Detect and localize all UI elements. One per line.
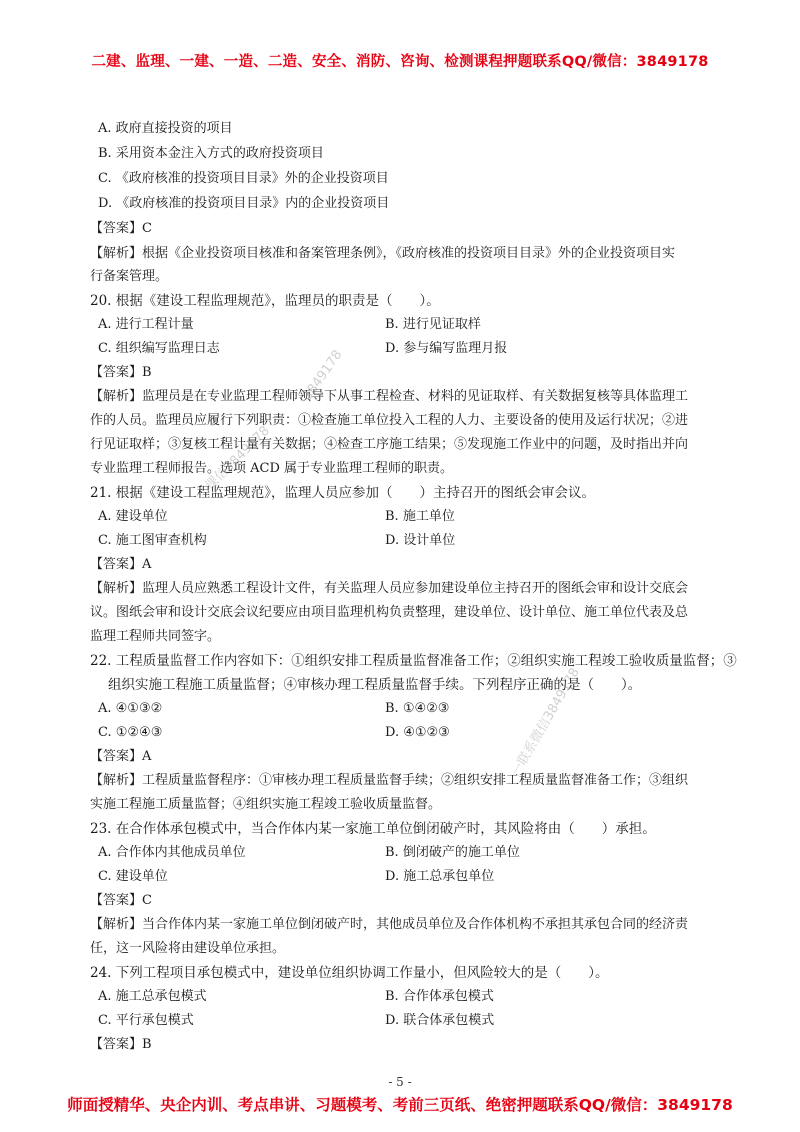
page-number: - 5 - [388,1075,412,1089]
bottom-banner: 师面授精华、央企内训、考点串讲、习题模考、考前三页纸、绝密押题联系QQ/微信：3849178 [67,1096,733,1114]
analysis-line: 实施工程施工质量监督；④组织实施工程竣工验收质量监督。 [90,797,442,812]
option: A. 合作体内其他成员单位 [98,845,246,860]
option: D. 参与编写监理月报 [385,341,508,356]
analysis-line: 行备案管理。 [90,269,169,284]
option: B. 施工单位 [385,509,455,524]
watermark: 一联系微信3849178 [508,665,583,780]
answer: 【答案】C [90,893,152,908]
answer: 【答案】B [90,1037,152,1052]
question-stem: 23. 在合作体承包模式中，当合作体内某一家施工单位倒闭破产时，其风险将由（ ）承担。 [90,821,656,837]
option: C. 《政府核准的投资项目目录》外的企业投资项目 [98,171,389,186]
option: C. 建设单位 [98,869,168,884]
answer: 【答案】C [90,221,152,236]
analysis-line: 议。图纸会审和设计交底会议纪要应由项目监理机构负责整理，建设单位、设计单位、施工单位代表及总 [90,605,689,620]
question-stem: 组织实施工程施工质量监督；④审核办理工程质量监督手续。下列程序正确的是（ ）。 [108,677,642,693]
option: B. 倒闭破产的施工单位 [385,845,520,860]
option: B. 合作体承包模式 [385,989,494,1004]
option: D. ④①②③ [385,725,450,740]
option: A. 施工总承包模式 [98,989,207,1004]
analysis-line: 【解析】监理人员应熟悉工程设计文件，有关监理人员应参加建设单位主持召开的图纸会审和设计交底会 [90,581,689,596]
option: D. 联合体承包模式 [385,1013,495,1028]
option: C. 平行承包模式 [98,1013,194,1028]
option: B. ①④②③ [385,701,450,716]
question-stem: 21. 根据《建设工程监理规范》，监理人员应参加（ ）主持召开的图纸会审会议。 [90,485,596,501]
option: A. 建设单位 [98,509,168,524]
answer: 【答案】A [90,557,152,572]
option: C. 施工图审查机构 [98,533,207,548]
option: C. 组织编写监理日志 [98,341,220,356]
analysis-line: 监理工程师共同签字。 [90,629,221,644]
question-stem: 22. 工程质量监督工作内容如下：①组织安排工程质量监督准备工作；②组织实施工程竣工验收质量监督；③ [90,653,737,669]
answer: 【答案】A [90,749,152,764]
option: A. 政府直接投资的项目 [98,121,233,136]
analysis-line: 作的人员。监理员应履行下列职责：①检查施工单位投入工程的人力、主要设备的使用及运行状况；②进 [90,413,689,428]
analysis-line: 专业监理工程师报告。选项 ACD 属于专业监理工程师的职责。 [90,461,454,476]
analysis-line: 任，这一风险将由建设单位承担。 [90,941,286,956]
analysis-line: 【解析】工程质量监督程序：①审核办理工程质量监督手续；②组织安排工程质量监督准备工作；③组织 [90,773,689,788]
question-stem: 24. 下列工程项目承包模式中，建设单位组织协调工作量小，但风险较大的是（ ）。 [90,965,609,981]
analysis-line: 行见证取样；③复核工程计量有关数据；④检查工序施工结果；⑤发现施工作业中的问题，及时指出并向 [90,437,689,452]
option: A. ④①③② [98,701,163,716]
answer: 【答案】B [90,365,152,380]
option: B. 采用资本金注入方式的政府投资项目 [98,146,324,161]
top-banner: 二建、监理、一建、一造、二造、安全、消防、咨询、检测课程押题联系QQ/微信：3849178 [91,54,709,70]
analysis-line: 【解析】监理员是在专业监理工程师领导下从事工程检查、材料的见证取样、有关数据复核等具体监理工 [90,389,689,404]
analysis-line: 【解析】当合作体内某一家施工单位倒闭破产时，其他成员单位及合作体机构不承担其承包合同的经济责 [90,917,689,932]
watermark: 3849178 [300,347,346,404]
option: D. 《政府核准的投资项目目录》内的企业投资项目 [98,196,390,211]
analysis-line: 【解析】根据《企业投资项目核准和备案管理条例》，《政府核准的投资项目目录》外的企业投资项目实 [90,246,676,261]
option: B. 进行见证取样 [385,317,481,332]
option: C. ①②④③ [98,725,163,740]
watermark: 课信3849178 [202,423,273,494]
option: D. 设计单位 [385,533,456,548]
question-stem: 20. 根据《建设工程监理规范》，监理员的职责是（ ）。 [90,293,440,309]
option: A. 进行工程计量 [98,317,194,332]
option: D. 施工总承包单位 [385,869,495,884]
